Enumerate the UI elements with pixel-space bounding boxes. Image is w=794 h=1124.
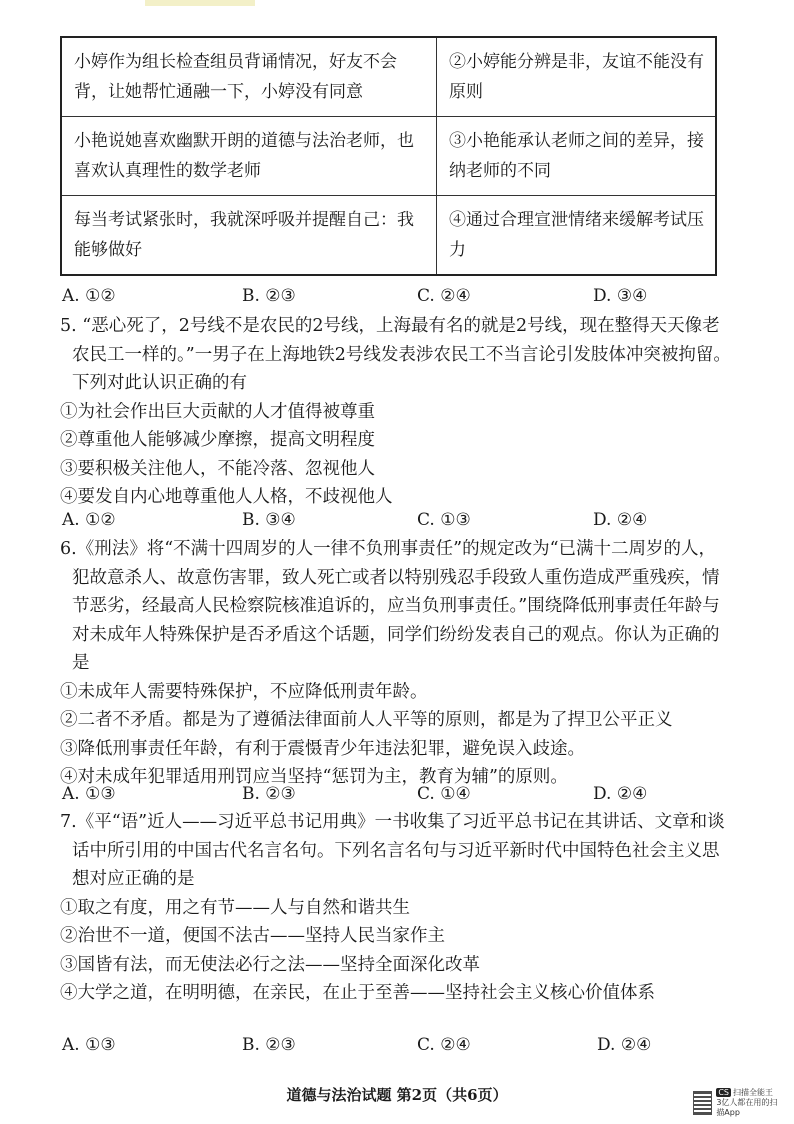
question-stem: 7.《平“语”近人——习近平总书记用典》一书收集了习近平总书记在其讲话、文章和谈话中所引用的中国古代名言名句。下列名言名句与习近平新时代中国特色社会主义思想对应正确的是 — [60, 812, 725, 889]
question-6 — [60, 535, 732, 792]
option-b: B. ③④ — [242, 510, 296, 530]
scanner-name: 扫描全能王 — [732, 1088, 773, 1097]
cs-badge: CS — [718, 1088, 729, 1097]
option-c: C. ②④ — [417, 1035, 471, 1055]
table-row — [61, 117, 716, 196]
statement-item: ④对未成年犯罪适用刑罚应当坚持“惩罚为主，教育为辅”的原则。 — [60, 767, 568, 787]
option-c: C. ②④ — [417, 286, 471, 306]
question-stem: 6.《刑法》将“不满十四周岁的人一律不负刑事责任”的规定改为“已满十二周岁的人，犯故意杀人、故意伤害罪，致人死亡或者以特别残忍手段致人重伤造成严重残疾，情节恶劣，经最高人民检察院核准追诉的，应当负刑事责任。”围绕降低刑事责任年龄与对未成年人特殊保护是否矛盾这个话题，同学们纷纷发表自己的观点。你认为正确的是 — [60, 539, 720, 673]
option-a: A. ①② — [62, 510, 116, 530]
question-stem: 5. “恶心死了，2号线不是农民的2号线，上海最有名的就是2号线，现在整得天天像老农民工一样的。”一男子在上海地铁2号线发表涉农民工不当言论引发肢体冲突被拘留。下列对此认识正确的有 — [60, 316, 731, 393]
statement-item: ②治世不一道，便国不法古——坚持人民当家作主 — [60, 926, 445, 946]
option-c: C. ①③ — [417, 510, 471, 530]
option-d: D. ③④ — [593, 286, 648, 306]
option-a: A. ①② — [62, 286, 116, 306]
statement-item: ④大学之道，在明明德，在亲民，在止于至善——坚持社会主义核心价值体系 — [60, 983, 655, 1003]
example-table — [60, 36, 717, 276]
table-cell: 小婷作为组长检查组员背诵情况，好友不会背，让她帮忙通融一下，小婷没有同意 — [61, 37, 437, 117]
scanner-watermark — [693, 1090, 783, 1116]
statement-item: ①未成年人需要特殊保护，不应降低刑责年龄。 — [60, 681, 428, 702]
question-5 — [60, 312, 732, 512]
statement-item: ③国皆有法，而无使法必行之法——坚持全面深化改革 — [60, 954, 480, 975]
table-row — [61, 196, 716, 276]
qr-code-icon — [693, 1091, 712, 1115]
option-c: C. ①④ — [417, 784, 471, 804]
scanner-sub: 3亿人都在用的扫描App — [716, 1098, 778, 1117]
statement-item: ②二者不矛盾。都是为了遵循法律面前人人平等的原则，都是为了捍卫公平正义 — [60, 710, 673, 730]
statement-item: ①为社会作出巨大贡献的人才值得被尊重 — [60, 401, 375, 422]
statement-item: ③降低刑事责任年龄，有利于震慑青少年违法犯罪，避免误入歧途。 — [60, 738, 585, 759]
table-cell: 小艳说她喜欢幽默开朗的道德与法治老师，也喜欢认真理性的数学老师 — [61, 117, 437, 196]
option-d: D. ②④ — [593, 784, 648, 804]
table-cell: 每当考试紧张时，我就深呼吸并提醒自己：我能够做好 — [61, 196, 437, 276]
scan-artifact — [145, 0, 255, 6]
page-footer: 道德与法治试题 第2页（共6页） — [286, 1086, 508, 1104]
table-cell: ④通过合理宣泄情绪来缓解考试压力 — [437, 196, 717, 276]
question-7 — [60, 808, 732, 1008]
table-cell: ③小艳能承认老师之间的差异，接纳老师的不同 — [437, 117, 717, 196]
table-row — [61, 37, 716, 117]
option-b: B. ②③ — [242, 286, 296, 306]
option-b: B. ②③ — [242, 784, 296, 804]
scanner-logo — [716, 1088, 783, 1118]
statement-item: ③要积极关注他人，不能冷落、忽视他人 — [60, 458, 375, 479]
option-d: D. ②④ — [597, 1035, 652, 1055]
option-b: B. ②③ — [242, 1035, 296, 1055]
option-a: A. ①③ — [62, 784, 116, 804]
table-cell: ②小婷能分辨是非，友谊不能没有原则 — [437, 37, 717, 117]
statement-item: ④要发自内心地尊重他人人格，不歧视他人 — [60, 487, 393, 507]
statement-item: ①取之有度，用之有节——人与自然和谐共生 — [60, 897, 410, 918]
statement-item: ②尊重他人能够减少摩擦，提高文明程度 — [60, 430, 375, 450]
option-a: A. ①③ — [62, 1035, 116, 1055]
option-d: D. ②④ — [593, 510, 648, 530]
